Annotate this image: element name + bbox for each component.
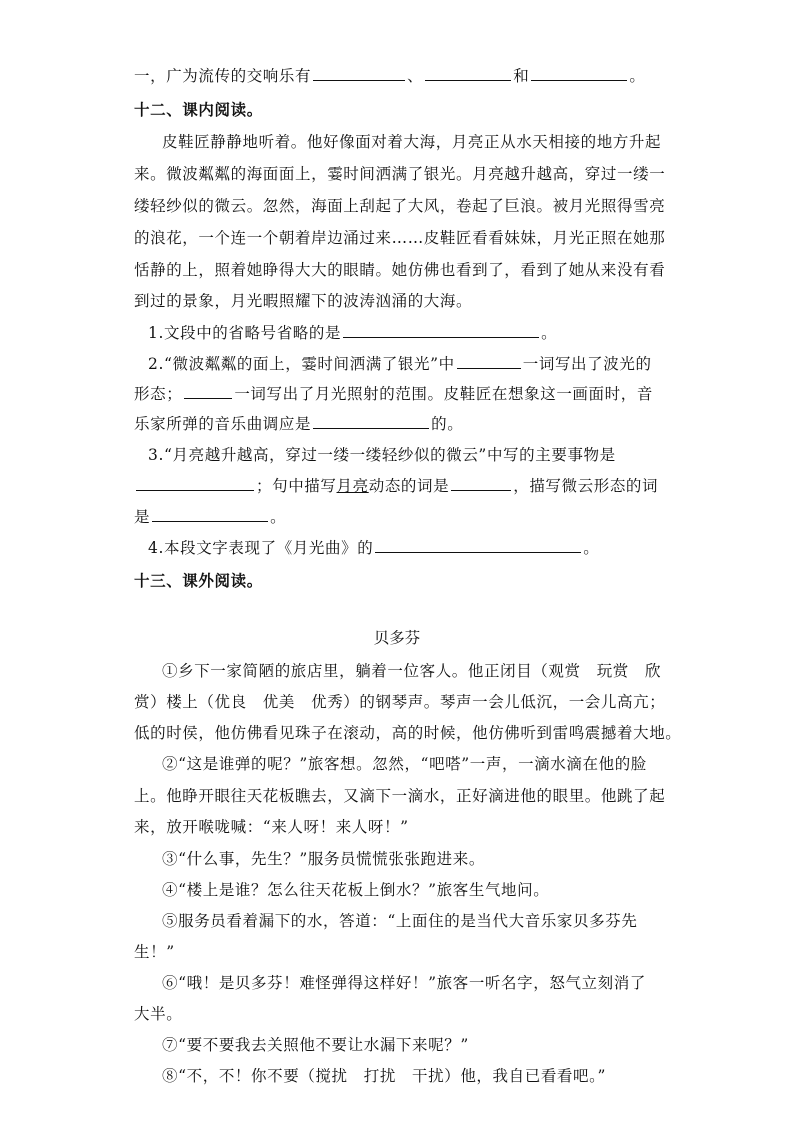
passage-line: 皮鞋匠静静地听着。他好像面对着大海，月亮正从水天相接的地方升起 xyxy=(162,133,662,151)
passage-line: 来。微波粼粼的海面面上，霎时间洒满了银光。月亮越升越高，穿过一缕一 xyxy=(134,165,666,183)
underlined-word: 月亮 xyxy=(336,477,369,495)
answer-blank[interactable] xyxy=(375,538,581,553)
question-text: ；句中描写 xyxy=(256,477,337,495)
separator: 和 xyxy=(513,67,530,85)
paragraph-line: ⑧“不，不！你不要（搅扰 打扰 干扰）他，我自已看看吧。” xyxy=(162,1067,606,1085)
answer-blank[interactable] xyxy=(425,66,511,81)
question-text: 1.文段中的省略号省略的是 xyxy=(148,324,342,342)
question-text: 一词写出了波光的 xyxy=(522,355,652,373)
period: 。 xyxy=(629,67,646,85)
question-12-3: 3.“月亮越升越高，穿过一缕一缕轻纱似的微云”中写的主要事物是 xyxy=(148,446,616,464)
answer-blank[interactable] xyxy=(136,476,254,491)
paragraph-line: 上。他睁开眼往天花板瞧去，又滴下一滴水，正好滴进他的眼里。他跳了起 xyxy=(134,787,666,805)
question-text: 4.本段文字表现了《月光曲》的 xyxy=(148,539,374,557)
answer-blank[interactable] xyxy=(531,66,627,81)
question-text: 形态； xyxy=(134,385,183,403)
paragraph-line: 来，放开喉咙喊：“来人呀！来人呀！” xyxy=(134,818,409,836)
paragraph-line: ③“什么事，先生？”服务员慌慌张张跑进来。 xyxy=(162,850,485,868)
passage-line: 的浪花，一个连一个朝着岸边涌过来……皮鞋匠看看妹妹，月光正照在她那 xyxy=(134,229,666,247)
passage-line: 恬静的上，照着她睁得大大的眼睛。她仿佛也看到了，看到了她从来没有看 xyxy=(134,261,666,279)
question-12-3-cont xyxy=(134,474,658,496)
reading-title: 贝多芬 xyxy=(373,629,421,647)
paragraph-line: ⑤服务员看着漏下的水，答道：“上面住的是当代大音乐家贝多芬先 xyxy=(162,912,638,930)
question-text: 2.“微波粼粼的面上，霎时间洒满了银光”中 xyxy=(148,355,455,373)
separator: 、 xyxy=(407,67,424,85)
passage-line: 缕轻纱似的微云。忽然，海面上刮起了大风，卷起了巨浪。被月光照得雪亮 xyxy=(134,197,666,215)
answer-blank[interactable] xyxy=(457,354,521,369)
answer-blank[interactable] xyxy=(313,66,405,81)
question-12-4 xyxy=(148,536,599,558)
paragraph-line: ①乡下一家简陋的旅店里，躺着一位客人。他正闭目（观赏 玩赏 欣 xyxy=(162,662,662,680)
period: 。 xyxy=(270,508,287,526)
paragraph-line: 赏）楼上（优良 优美 优秀）的钢琴声。琴声一会儿低沉，一会儿高亢； xyxy=(134,693,666,711)
period: 。 xyxy=(583,539,600,557)
answer-blank[interactable] xyxy=(313,414,429,429)
question-text: 的。 xyxy=(431,415,464,433)
answer-blank[interactable] xyxy=(152,507,268,522)
question-12-1 xyxy=(148,321,557,343)
question-text: 乐家所弹的音乐曲调应是 xyxy=(134,415,312,433)
question-12-3-cont xyxy=(134,505,286,527)
paragraph-line: 低的时侯，他仿佛看见珠子在滚动，高的时候，他仿佛听到雷鸣震撼着大地。 xyxy=(134,724,682,742)
question-11 xyxy=(134,64,645,86)
section-13-heading: 十三、课外阅读。 xyxy=(134,572,263,590)
answer-blank[interactable] xyxy=(451,476,511,491)
question-12-2 xyxy=(148,352,652,374)
question-text: ，描写微云形态的词 xyxy=(513,477,659,495)
question-12-2-cont xyxy=(134,382,653,404)
question-text: 动态的词是 xyxy=(368,477,450,495)
paragraph-line: ⑦“要不要我去关照他不要让水漏下来呢？” xyxy=(162,1036,469,1054)
paragraph-line: 生！” xyxy=(134,943,175,961)
paragraph-line: 大半。 xyxy=(134,1005,183,1023)
paragraph-line: ④“楼上是谁？怎么往天花板上倒水？”旅客生气地问。 xyxy=(162,881,550,899)
paragraph-line: ②“这是谁弹的呢？”旅客想。忽然，“吧嗒”一声，一滴水滴在他的脸 xyxy=(162,755,647,773)
question-text: 一词写出了月光照射的范围。皮鞋匠在想象这一画面时，音 xyxy=(234,385,653,403)
answer-blank[interactable] xyxy=(184,384,232,399)
period: 。 xyxy=(541,324,558,342)
question-12-2-cont xyxy=(134,412,463,434)
question-text: 是 xyxy=(134,508,151,526)
section-12-heading: 十二、课内阅读。 xyxy=(134,101,263,119)
q11-text: 一，广为流传的交响乐有 xyxy=(134,67,312,85)
paragraph-line: ⑥“哦！是贝多芬！难怪弹得这样好！”旅客一听名字，怒气立刻消了 xyxy=(162,974,646,992)
passage-line: 到过的景象，月光暇照耀下的波涛汹涌的大海。 xyxy=(134,292,473,310)
answer-blank[interactable] xyxy=(343,323,539,338)
